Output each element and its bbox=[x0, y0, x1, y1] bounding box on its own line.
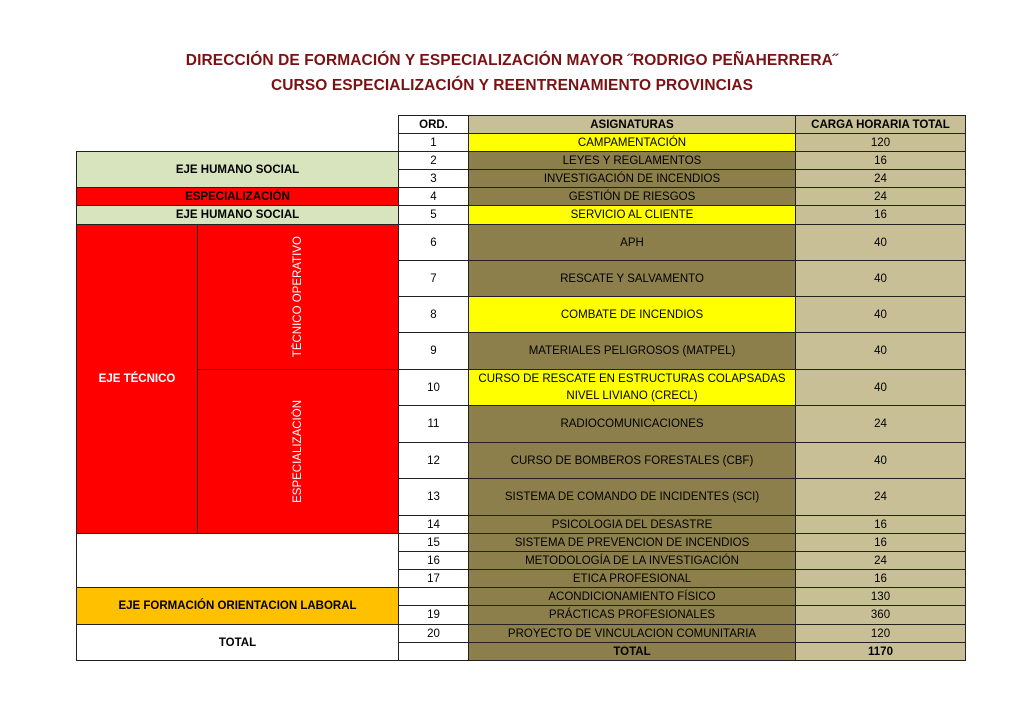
row-hours: 40 bbox=[795, 224, 966, 261]
row-subject: MATERIALES PELIGROSOS (MATPEL) bbox=[468, 332, 796, 370]
row-hours: 130 bbox=[795, 587, 966, 606]
row-hours: 16 bbox=[795, 569, 966, 588]
row-subject: PRÁCTICAS PROFESIONALES bbox=[468, 605, 796, 625]
header-carga-horaria: CARGA HORARIA TOTAL bbox=[795, 115, 966, 134]
group-eje-humano-social: EJE HUMANO SOCIAL bbox=[76, 151, 399, 188]
row-subject: GESTIÓN DE RIESGOS bbox=[468, 187, 796, 206]
row-ord: 5 bbox=[398, 205, 469, 225]
row-hours: 24 bbox=[795, 478, 966, 516]
group-tecnico-operativo bbox=[197, 224, 399, 370]
row-subject: SISTEMA DE PREVENCION DE INCENDIOS bbox=[468, 533, 796, 552]
total-label: TOTAL bbox=[468, 642, 796, 661]
row-ord: 20 bbox=[398, 624, 469, 643]
header-ord: ORD. bbox=[398, 115, 469, 134]
row-subject: PROYECTO DE VINCULACION COMUNITARIA bbox=[468, 624, 796, 643]
row-subject: CURSO DE RESCATE EN ESTRUCTURAS COLAPSADAS NIVEL LIVIANO (CRECL) bbox=[468, 369, 796, 406]
row-hours: 24 bbox=[795, 405, 966, 443]
row-ord: 9 bbox=[398, 332, 469, 370]
row-subject: COMBATE DE INCENDIOS bbox=[468, 296, 796, 333]
row-ord: 11 bbox=[398, 405, 469, 443]
row-hours: 16 bbox=[795, 515, 966, 534]
row-ord: 3 bbox=[398, 169, 469, 188]
row-hours: 40 bbox=[795, 369, 966, 406]
row-hours: 40 bbox=[795, 260, 966, 297]
row-subject: RADIOCOMUNICACIONES bbox=[468, 405, 796, 443]
row-ord: 16 bbox=[398, 551, 469, 570]
row-ord: 14 bbox=[398, 515, 469, 534]
group-blank bbox=[76, 533, 399, 588]
row-ord: 15 bbox=[398, 533, 469, 552]
especializacion-label: ESPECIALIZACIÓN bbox=[292, 400, 304, 503]
row-hours: 120 bbox=[795, 133, 966, 152]
row-subject: INVESTIGACIÓN DE INCENDIOS bbox=[468, 169, 796, 188]
document-subtitle: CURSO ESPECIALIZACIÓN Y REENTRENAMIENTO PROVINCIAS bbox=[270, 77, 754, 94]
row-subject: APH bbox=[468, 224, 796, 261]
row-ord: 2 bbox=[398, 151, 469, 170]
row-hours: 16 bbox=[795, 151, 966, 170]
row-hours: 24 bbox=[795, 169, 966, 188]
row-hours: 16 bbox=[795, 205, 966, 225]
row-ord: 6 bbox=[398, 224, 469, 261]
row-ord: 4 bbox=[398, 187, 469, 206]
row-ord: 7 bbox=[398, 260, 469, 297]
row-hours: 120 bbox=[795, 624, 966, 643]
header-asignaturas: ASIGNATURAS bbox=[468, 115, 796, 134]
total-ord-empty bbox=[398, 642, 469, 661]
row-hours: 40 bbox=[795, 296, 966, 333]
row-subject: CAMPAMENTACIÓN bbox=[468, 133, 796, 152]
row-ord: 12 bbox=[398, 442, 469, 479]
row-ord: 19 bbox=[398, 605, 469, 625]
row-subject: ACONDICIONAMIENTO FÍSICO bbox=[468, 587, 796, 606]
group-especializacion-tecnica bbox=[197, 369, 399, 534]
tecnico-operativo-label: TÉCNICO OPERATIVO bbox=[292, 236, 304, 358]
row-subject: PSICOLOGIA DEL DESASTRE bbox=[468, 515, 796, 534]
row-subject: LEYES Y REGLAMENTOS bbox=[468, 151, 796, 170]
group-eje-humano-social-2: EJE HUMANO SOCIAL bbox=[76, 205, 399, 225]
row-hours: 16 bbox=[795, 533, 966, 552]
row-hours: 40 bbox=[795, 442, 966, 479]
row-subject: METODOLOGÍA DE LA INVESTIGACIÓN bbox=[468, 551, 796, 570]
row-ord: 10 bbox=[398, 369, 469, 406]
row-hours: 24 bbox=[795, 551, 966, 570]
row-ord: 13 bbox=[398, 478, 469, 516]
document-title: DIRECCIÓN DE FORMACIÓN Y ESPECIALIZACIÓN MAYOR ˝RODRIGO PEÑAHERRERA˝ bbox=[185, 52, 839, 69]
row-ord bbox=[398, 587, 469, 606]
group-eje-formacion: EJE FORMACIÓN ORIENTACION LABORAL bbox=[76, 587, 399, 625]
row-hours: 24 bbox=[795, 187, 966, 206]
row-subject: ETICA PROFESIONAL bbox=[468, 569, 796, 588]
row-ord: 8 bbox=[398, 296, 469, 333]
group-total: TOTAL bbox=[76, 624, 399, 661]
row-hours: 360 bbox=[795, 605, 966, 625]
row-ord: 1 bbox=[398, 133, 469, 152]
row-ord: 17 bbox=[398, 569, 469, 588]
row-subject: CURSO DE BOMBEROS FORESTALES (CBF) bbox=[468, 442, 796, 479]
row-hours: 40 bbox=[795, 332, 966, 370]
row-subject: SERVICIO AL CLIENTE bbox=[468, 205, 796, 225]
group-especializacion: ESPECIALIZACIÓN bbox=[76, 187, 399, 206]
total-hours: 1170 bbox=[795, 642, 966, 661]
group-eje-tecnico: EJE TÉCNICO bbox=[76, 224, 198, 534]
row-subject: SISTEMA DE COMANDO DE INCIDENTES (SCI) bbox=[468, 478, 796, 516]
row-subject: RESCATE Y SALVAMENTO bbox=[468, 260, 796, 297]
